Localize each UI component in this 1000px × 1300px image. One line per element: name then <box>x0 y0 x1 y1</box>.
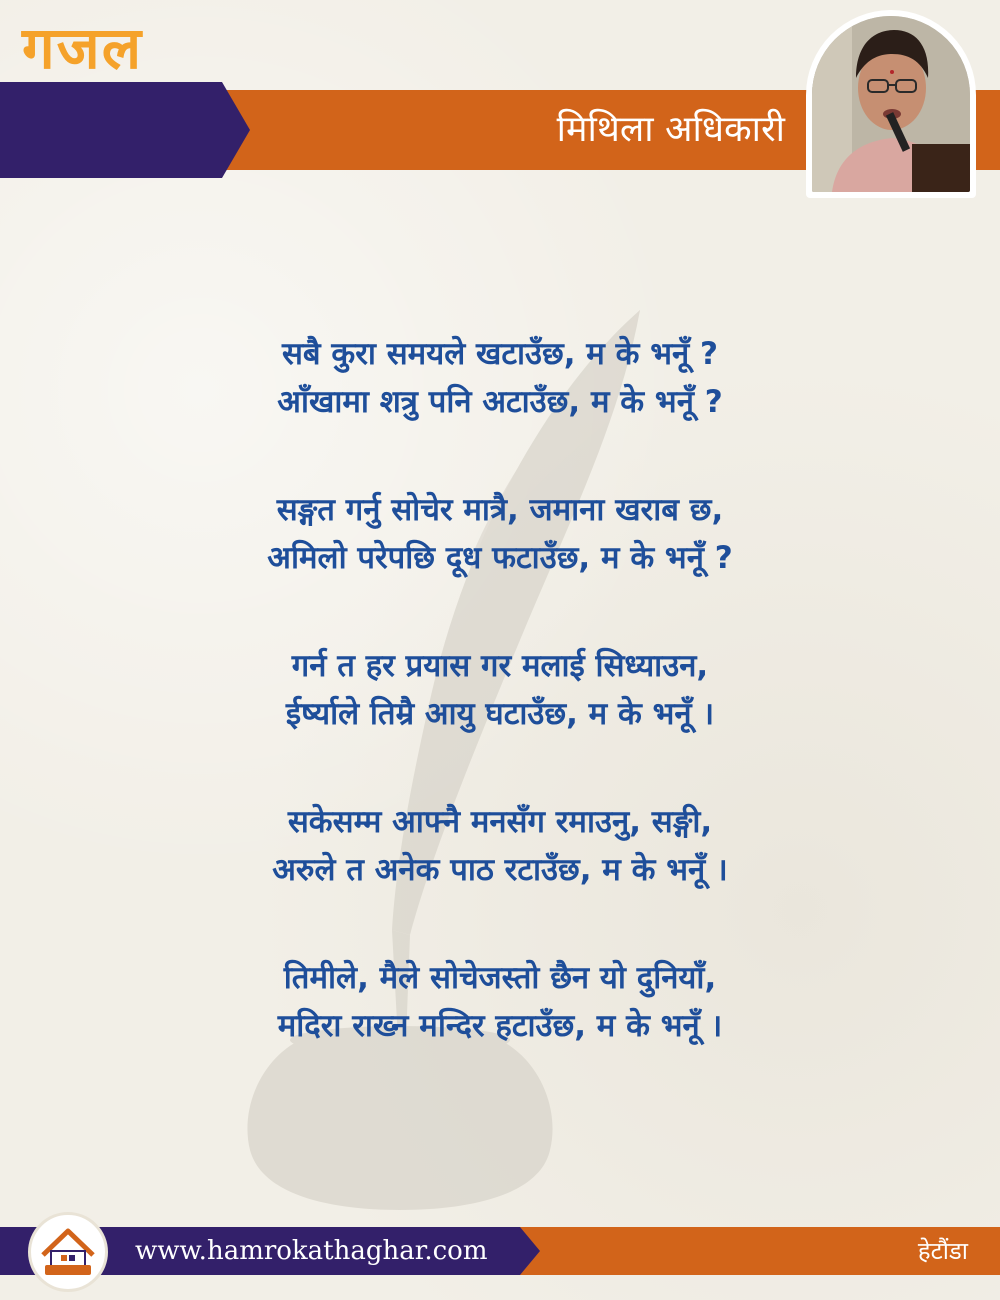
ghazal-poem <box>100 330 900 1110</box>
author-portrait-frame <box>806 10 976 198</box>
house-logo-icon <box>31 1215 105 1289</box>
poem-line: आँखामा शत्रु पनि अटाउँछ, म के भनूँ ? <box>277 384 723 420</box>
poem-stanza <box>100 330 900 426</box>
place-name: हेटौंडा <box>917 1237 968 1265</box>
poem-stanza <box>100 954 900 1050</box>
poem-line: सकेसम्म आफ्नै मनसँग रमाउनु, सङ्गी, <box>287 804 713 840</box>
website-link[interactable]: www.hamrokathaghar.com <box>135 1236 488 1266</box>
hamrokathaghar-logo-icon <box>28 1212 108 1292</box>
poem-stanza <box>100 642 900 738</box>
poem-line: सङ्गत गर्नु सोचेर मात्रै, जमाना खराब छ, <box>276 492 724 528</box>
poem-line: सबै कुरा समयले खटाउँछ, म के भनूँ ? <box>281 336 719 372</box>
category-tag <box>0 82 250 178</box>
poem-line: अमिलो परेपछि दूध फटाउँछ, म के भनूँ ? <box>267 540 733 576</box>
author-name: मिथिला अधिकारी <box>556 109 785 150</box>
poem-line: ईर्ष्याले तिम्रै आयु घटाउँछ, म के भनूँ । <box>285 696 715 732</box>
poem-line: गर्न त हर प्रयास गर मलाई सिध्याउन, <box>291 648 709 684</box>
poem-line: मदिरा राख्न मन्दिर हटाउँछ, म के भनूँ । <box>277 1008 723 1044</box>
poem-line: तिमीले, मैले सोचेजस्तो छैन यो दुनियाँ, <box>283 960 717 996</box>
portrait-illustration-icon <box>812 16 970 192</box>
category-title: गजल <box>22 14 144 82</box>
poem-stanza <box>100 798 900 894</box>
poem-stanza <box>100 486 900 582</box>
poem-line: अरुले त अनेक पाठ रटाउँछ, म के भनूँ । <box>272 852 728 888</box>
author-portrait <box>812 16 970 192</box>
